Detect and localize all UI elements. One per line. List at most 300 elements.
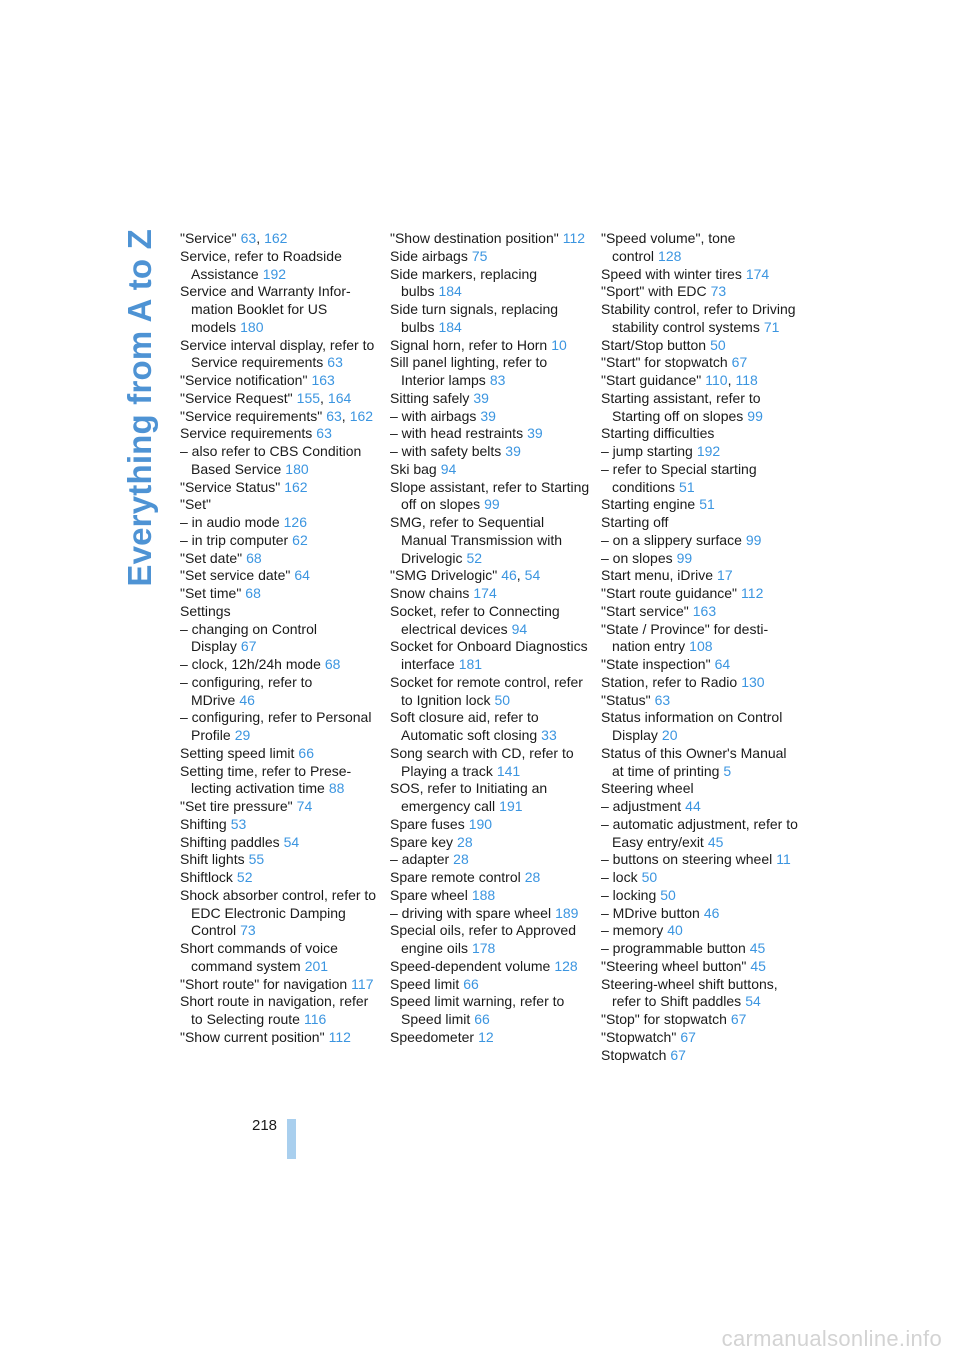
index-entry <box>601 905 801 923</box>
page-reference-link[interactable]: 66 <box>298 744 314 761</box>
index-entry <box>180 851 380 869</box>
page-reference-link[interactable]: 108 <box>689 638 713 655</box>
entry-term: Spare key <box>390 833 454 850</box>
entry-term: Song search with CD, refer to Playing a track <box>390 744 574 779</box>
index-entry <box>390 905 590 923</box>
entry-term: "Show destination position" <box>390 230 559 246</box>
page-reference-link[interactable]: 39 <box>473 389 489 406</box>
index-entry <box>180 496 380 514</box>
index-entry <box>601 958 801 976</box>
entry-term: Setting speed limit <box>180 744 295 761</box>
index-entry <box>390 958 590 976</box>
ref-separator: , <box>320 389 324 406</box>
entry-term: Status of this Owner's Manual at time of printing <box>601 744 787 779</box>
page-reference-link[interactable]: 163 <box>311 372 335 388</box>
entry-term: Spare wheel <box>390 886 468 903</box>
entry-term: "Short route" for navigation <box>180 975 348 992</box>
index-entry <box>601 603 801 621</box>
page-reference-link[interactable]: 174 <box>745 265 770 282</box>
page-reference-link[interactable]: 155 <box>296 389 321 406</box>
page-reference-link[interactable]: 54 <box>745 993 761 1010</box>
page-reference-link[interactable]: 64 <box>294 567 310 584</box>
entry-term: – programmable button <box>601 940 746 956</box>
index-entry <box>390 390 590 408</box>
index-entry <box>180 550 380 568</box>
index-entry <box>601 851 801 869</box>
page-reference-link[interactable]: 190 <box>468 815 493 832</box>
index-column-1 <box>180 230 380 1047</box>
page-reference-link[interactable]: 63 <box>240 230 257 246</box>
entry-term: Shiftlock <box>180 869 233 885</box>
page-reference-link[interactable]: 128 <box>658 247 682 264</box>
index-entry <box>601 976 801 1012</box>
entry-term: Start/Stop button <box>601 336 707 353</box>
page-reference-link[interactable]: 181 <box>458 656 483 672</box>
index-entry <box>601 354 801 372</box>
page-reference-link[interactable]: 94 <box>511 620 528 637</box>
entry-term: "Set tire pressure" <box>180 798 293 814</box>
page-reference-link[interactable]: 178 <box>471 940 496 956</box>
page-reference-link[interactable]: 73 <box>240 922 256 939</box>
page-reference-link[interactable]: 188 <box>471 886 496 903</box>
entry-term: Shock absorber control, refer to EDC Electronic Damping Control <box>180 886 377 939</box>
page-reference-link[interactable]: 94 <box>440 460 457 477</box>
index-entry <box>601 283 801 301</box>
entry-term: "State / Province" for desti- nation entry <box>601 620 769 655</box>
index-entry <box>180 745 380 763</box>
page-reference-link[interactable]: 99 <box>484 496 500 513</box>
index-entry <box>180 940 380 976</box>
index-entry <box>390 461 590 479</box>
page-reference-link[interactable]: 192 <box>262 265 287 282</box>
index-entry <box>390 816 590 834</box>
index-entry <box>180 887 380 940</box>
page-reference-link[interactable]: 71 <box>763 318 780 335</box>
index-entry <box>180 425 380 443</box>
index-entry <box>390 479 590 515</box>
entry-term: Spare remote control <box>390 869 521 885</box>
index-entry <box>390 1029 590 1047</box>
page-reference-link[interactable]: 33 <box>541 727 557 743</box>
entry-term: Station, refer to Radio <box>601 673 738 690</box>
page-reference-link[interactable]: 67 <box>731 354 748 371</box>
page-reference-link[interactable]: 67 <box>680 1028 696 1045</box>
page-reference-link[interactable]: 66 <box>463 975 479 992</box>
entry-term: – in audio mode <box>180 514 280 530</box>
entry-term: Socket, refer to Connecting electrical devices <box>390 602 560 637</box>
entry-term: Side airbags <box>390 247 468 264</box>
entry-term: – adapter <box>390 851 450 868</box>
page-reference-link[interactable]: 45 <box>750 957 766 974</box>
page-reference-link[interactable]: 162 <box>264 230 288 246</box>
index-entry <box>390 603 590 639</box>
page-reference-link[interactable]: 118 <box>735 372 758 388</box>
entry-term: Signal horn, refer to Horn <box>390 336 548 353</box>
page-reference-link[interactable]: 117 <box>351 975 374 992</box>
index-entry <box>180 408 380 426</box>
page-reference-link[interactable]: 45 <box>749 940 766 956</box>
index-entry <box>180 390 380 408</box>
index-entry <box>601 567 801 585</box>
index-entry <box>180 816 380 834</box>
index-entry <box>390 301 590 337</box>
entry-term: Steering-wheel shift buttons, refer to Shift paddles <box>601 975 778 1010</box>
ref-separator: , <box>341 407 346 424</box>
index-entry <box>601 674 801 692</box>
entry-term: Service, refer to Roadside Assistance <box>180 247 342 282</box>
entry-term: Shifting paddles <box>180 833 280 850</box>
entry-term: "Service Status" <box>180 478 281 495</box>
page-reference-link[interactable]: 46 <box>239 691 255 708</box>
entry-term: "Service Request" <box>180 389 293 406</box>
ref-separator: , <box>256 230 261 246</box>
entry-term: – configuring, refer to Personal Profile <box>180 709 372 743</box>
page-reference-link[interactable]: 112 <box>562 230 586 246</box>
page-reference-link[interactable]: 112 <box>328 1028 351 1045</box>
entry-term: Short commands of voice command system <box>180 940 338 974</box>
index-entry <box>390 780 590 816</box>
index-entry <box>601 780 801 798</box>
page-number: 218 <box>252 1117 278 1134</box>
entry-term: Socket for remote control, refer to Ignition lock <box>390 673 583 708</box>
index-entry <box>390 869 590 887</box>
page-reference-link[interactable]: 141 <box>496 762 521 779</box>
index-entry <box>180 283 380 336</box>
page-reference-link[interactable]: 192 <box>696 443 721 459</box>
entry-term: "Start guidance" <box>601 372 702 388</box>
entry-term: "Set service date" <box>180 567 291 584</box>
page-reference-link[interactable]: 51 <box>699 496 715 513</box>
entry-term: Soft closure aid, refer to Automatic soft closing <box>390 709 539 743</box>
page-reference-link[interactable]: 54 <box>283 833 300 850</box>
section-title-text: Everything from A to Z <box>121 229 158 587</box>
page-reference-link[interactable]: 191 <box>499 798 523 814</box>
entry-term: – refer to Special starting conditions <box>601 460 757 495</box>
index-entry <box>180 976 380 994</box>
page-reference-link[interactable]: 189 <box>555 904 579 921</box>
watermark: carmanualsonline.info <box>721 1326 942 1351</box>
index-entry <box>390 887 590 905</box>
entry-term: "Set time" <box>180 585 242 601</box>
index-entry <box>601 301 801 337</box>
entry-term: – automatic adjustment, refer to Easy entry/exit <box>601 815 798 850</box>
entry-term: "Set date" <box>180 549 243 566</box>
entry-term: Side turn signals, replacing bulbs <box>390 301 559 335</box>
index-entry <box>390 976 590 994</box>
page-reference-link[interactable]: 28 <box>457 833 473 850</box>
page-reference-link[interactable]: 50 <box>494 691 511 708</box>
index-entry <box>390 851 590 869</box>
index-entry <box>390 266 590 302</box>
entry-term: – on a slippery surface <box>601 531 742 548</box>
index-entry <box>180 567 380 585</box>
index-entry <box>180 869 380 887</box>
entry-term: "Service requirements" <box>180 407 323 424</box>
page-reference-link[interactable]: 50 <box>710 336 726 353</box>
index-entry <box>601 709 801 745</box>
entry-term: – also refer to CBS Condition Based Service <box>180 443 362 477</box>
entry-term: "Stop" for stopwatch <box>601 1011 727 1027</box>
page-reference-link[interactable]: 39 <box>480 407 496 424</box>
page-reference-link[interactable]: 55 <box>248 851 265 868</box>
entry-term: – MDrive button <box>601 904 700 921</box>
entry-term: "Stopwatch" <box>601 1028 677 1045</box>
index-entry <box>180 834 380 852</box>
page-reference-link[interactable]: 28 <box>453 851 469 868</box>
index-entry <box>390 638 590 674</box>
page-reference-link[interactable]: 45 <box>707 833 724 850</box>
index-entry <box>601 390 801 426</box>
index-entry <box>390 834 590 852</box>
index-entry <box>601 1029 801 1047</box>
entry-term: "Steering wheel button" <box>601 957 747 974</box>
page-reference-link[interactable]: 20 <box>661 727 678 743</box>
index-entry <box>601 816 801 852</box>
page-reference-link[interactable]: 54 <box>524 567 541 584</box>
index-entry <box>390 585 590 603</box>
index-entry <box>180 479 380 497</box>
page-reference-link[interactable]: 11 <box>776 851 791 868</box>
index-entry <box>601 869 801 887</box>
index-entry <box>601 514 801 532</box>
page-reference-link[interactable]: 73 <box>710 283 727 300</box>
index-entry <box>390 674 590 710</box>
page-reference-link[interactable]: 62 <box>292 531 308 548</box>
entry-term: "Service notification" <box>180 372 308 388</box>
page-reference-link[interactable]: 68 <box>324 656 341 672</box>
index-entry <box>601 550 801 568</box>
page-reference-link[interactable]: 74 <box>296 798 313 814</box>
page-reference-link[interactable]: 67 <box>730 1011 747 1027</box>
entry-term: "Sport" with EDC <box>601 283 707 300</box>
index-entry <box>601 585 801 603</box>
page-reference-link[interactable]: 99 <box>745 531 762 548</box>
index-entry <box>180 656 380 674</box>
entry-term: Starting engine <box>601 496 696 513</box>
page-reference-link[interactable]: 163 <box>692 602 717 619</box>
index-entry <box>601 656 801 674</box>
entry-term: SMG, refer to Sequential Manual Transmission with Drivelogic <box>390 514 563 566</box>
entry-term: Slope assistant, refer to Starting off on slopes <box>390 478 590 513</box>
entry-term: – memory <box>601 922 664 939</box>
index-entry <box>180 248 380 284</box>
page-reference-link[interactable]: 201 <box>304 957 329 974</box>
page-reference-link[interactable]: 130 <box>741 673 765 690</box>
index-entry <box>180 532 380 550</box>
index-entry <box>390 425 590 443</box>
entry-term: "State inspection" <box>601 656 711 672</box>
page-reference-link[interactable]: 63 <box>654 691 671 708</box>
page-reference-link[interactable]: 28 <box>524 869 541 885</box>
page-reference-link[interactable]: 68 <box>246 549 262 566</box>
index-entry <box>180 798 380 816</box>
page-reference-link[interactable]: 162 <box>284 478 308 495</box>
index-entry <box>601 496 801 514</box>
entry-term: Ski bag <box>390 460 437 477</box>
entry-term: Shifting <box>180 815 227 832</box>
index-entry <box>601 372 801 390</box>
entry-term: "Speed volume", tone control <box>601 230 736 264</box>
page-reference-link[interactable]: 184 <box>438 318 462 335</box>
page-reference-link[interactable]: 46 <box>501 567 517 584</box>
index-entry <box>601 532 801 550</box>
index-entry <box>390 993 590 1029</box>
entry-term: Service requirements <box>180 425 313 442</box>
entry-term: Service and Warranty Infor- mation Booklet for US models <box>180 283 351 335</box>
entry-term: Short route in navigation, refer to Selecting route <box>180 993 369 1027</box>
page-reference-link[interactable]: 44 <box>685 798 701 814</box>
page-reference-link[interactable]: 40 <box>667 922 683 939</box>
index-entry <box>601 922 801 940</box>
entry-term: "Service" <box>180 230 237 246</box>
page-reference-link[interactable]: 5 <box>723 762 732 779</box>
page-reference-link[interactable]: 99 <box>676 549 693 566</box>
index-entry <box>390 709 590 745</box>
entry-term: Starting difficulties <box>601 425 715 442</box>
entry-term: Service interval display, refer to Service requirements <box>180 336 375 371</box>
page-reference-link[interactable]: 67 <box>670 1046 686 1063</box>
page-reference-link[interactable]: 180 <box>285 460 309 477</box>
entry-term: – in trip computer <box>180 531 289 548</box>
page-reference-link[interactable]: 39 <box>527 425 543 442</box>
entry-term: Setting time, refer to Prese- lecting activation time <box>180 762 352 797</box>
index-entry <box>390 443 590 461</box>
page-reference-link[interactable]: 50 <box>641 869 658 885</box>
page-reference-link[interactable]: 17 <box>717 567 733 584</box>
entry-term: – driving with spare wheel <box>390 904 552 921</box>
entry-term: Side markers, replacing bulbs <box>390 265 538 300</box>
index-entry <box>390 354 590 390</box>
index-entry <box>601 940 801 958</box>
index-entry <box>390 230 590 248</box>
page-reference-link[interactable]: 53 <box>230 815 247 832</box>
entry-term: "Start route guidance" <box>601 585 738 601</box>
entry-term: – locking <box>601 886 657 903</box>
index-entry <box>180 709 380 745</box>
index-entry <box>180 372 380 390</box>
index-entry <box>601 621 801 657</box>
entry-term: – buttons on steering wheel <box>601 851 773 868</box>
entry-term: – jump starting <box>601 443 693 459</box>
page-reference-link[interactable]: 112 <box>741 585 764 601</box>
page-reference-link[interactable]: 50 <box>660 886 676 903</box>
index-entry <box>390 408 590 426</box>
index-entry <box>180 230 380 248</box>
index-entry <box>390 922 590 958</box>
page-reference-link[interactable]: 46 <box>703 904 720 921</box>
entry-term: SOS, refer to Initiating an emergency call <box>390 780 548 814</box>
entry-term: – changing on Control Display <box>180 620 317 655</box>
entry-term: – with safety belts <box>390 443 502 459</box>
entry-term: Starting assistant, refer to Starting off on slopes <box>601 389 761 424</box>
index-entry <box>180 621 380 657</box>
entry-term: "Start service" <box>601 602 689 619</box>
ref-separator: , <box>727 372 732 388</box>
ref-separator: , <box>516 567 521 584</box>
entry-term: "SMG Drivelogic" <box>390 567 498 584</box>
entry-term: Socket for Onboard Diagnostics interface <box>390 638 588 672</box>
entry-term: "Start" for stopwatch <box>601 354 728 371</box>
entry-term: – configuring, refer to MDrive <box>180 673 313 708</box>
page-reference-link[interactable]: 52 <box>466 549 483 566</box>
section-side-title <box>117 229 163 769</box>
entry-term: Special oils, refer to Approved engine oils <box>390 922 576 956</box>
index-entry <box>601 337 801 355</box>
index-entry <box>180 514 380 532</box>
entry-term: – lock <box>601 869 638 885</box>
entry-term: – with head restraints <box>390 425 524 442</box>
index-entry <box>601 887 801 905</box>
index-entry <box>601 461 801 497</box>
page-reference-link[interactable]: 29 <box>234 727 251 743</box>
page-reference-link[interactable]: 39 <box>505 443 521 459</box>
index-entry <box>601 1011 801 1029</box>
index-entry <box>180 585 380 603</box>
entry-term: – adjustment <box>601 798 682 814</box>
entry-term: Speed-dependent volume <box>390 957 551 974</box>
page-reference-link[interactable]: 162 <box>349 407 374 424</box>
entry-term: "Show current position" <box>180 1028 325 1045</box>
entry-term: Sill panel lighting, refer to Interior lamps <box>390 354 548 388</box>
page-reference-link[interactable]: 10 <box>551 336 567 353</box>
page-reference-link[interactable]: 63 <box>316 425 332 442</box>
entry-term: Speed with winter tires <box>601 265 742 282</box>
page-reference-link[interactable]: 180 <box>240 318 264 335</box>
page-reference-link[interactable]: 184 <box>438 283 462 300</box>
entry-term: – clock, 12h/24h mode <box>180 656 321 672</box>
page-reference-link[interactable]: 83 <box>489 372 506 388</box>
page-reference-link[interactable]: 51 <box>679 478 695 495</box>
entry-term: Speed limit warning, refer to Speed limit <box>390 993 565 1027</box>
page-reference-link[interactable]: 67 <box>240 638 257 655</box>
index-entry <box>390 337 590 355</box>
page-reference-link[interactable]: 88 <box>328 780 345 797</box>
page-reference-link[interactable]: 99 <box>747 407 763 424</box>
index-entry <box>601 1047 801 1065</box>
page-reference-link[interactable]: 68 <box>245 585 261 601</box>
index-entry <box>390 567 590 585</box>
entry-term: Shift lights <box>180 851 245 868</box>
entry-term: Snow chains <box>390 585 470 601</box>
entry-term: Steering wheel <box>601 780 694 797</box>
entry-term: Speedometer <box>390 1028 475 1045</box>
index-entry <box>390 514 590 567</box>
page-reference-link[interactable]: 116 <box>303 1011 327 1027</box>
page-reference-link[interactable]: 66 <box>474 1011 490 1027</box>
page-reference-link[interactable]: 64 <box>714 656 731 672</box>
index-entry <box>180 443 380 479</box>
page-reference-link[interactable]: 63 <box>327 354 343 371</box>
page-reference-link[interactable]: 75 <box>471 247 488 264</box>
index-entry <box>601 266 801 284</box>
page-reference-link[interactable]: 63 <box>326 407 342 424</box>
page-reference-link[interactable]: 52 <box>236 869 253 885</box>
page-reference-link[interactable]: 12 <box>478 1028 494 1045</box>
index-entry <box>390 745 590 781</box>
page-reference-link[interactable]: 110 <box>705 372 728 388</box>
entry-term: Spare fuses <box>390 815 465 832</box>
page-reference-link[interactable]: 126 <box>283 514 307 530</box>
page-reference-link[interactable]: 128 <box>554 957 578 974</box>
entry-term: Status information on Control Display <box>601 709 783 743</box>
page-reference-link[interactable]: 164 <box>327 389 352 406</box>
index-entry <box>180 603 380 621</box>
index-entry <box>180 674 380 710</box>
index-entry <box>601 745 801 781</box>
entry-term: – with airbags <box>390 407 477 424</box>
entry-term: Speed limit <box>390 975 460 992</box>
page-reference-link[interactable]: 174 <box>473 585 497 601</box>
